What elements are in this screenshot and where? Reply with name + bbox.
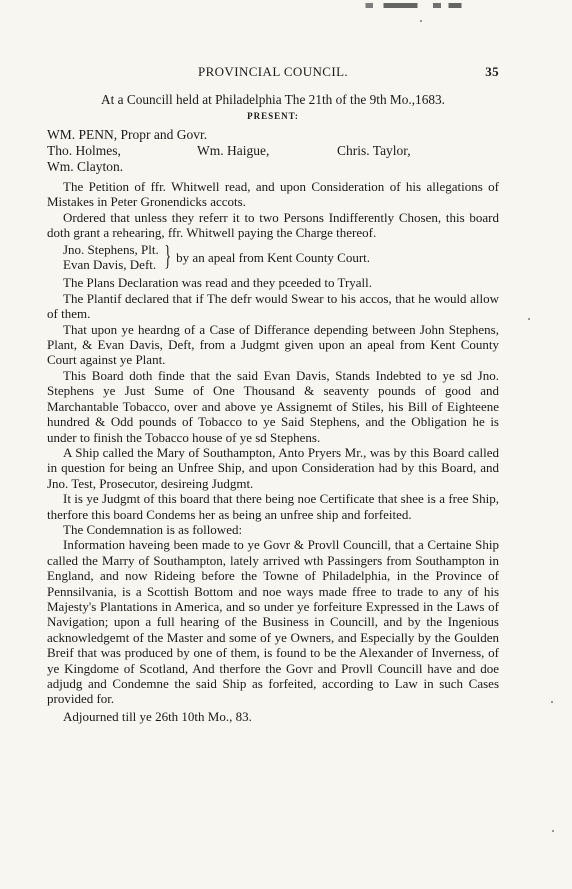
scan-artifact <box>355 3 485 8</box>
party-names <box>63 242 159 272</box>
member-name: Tho. Holmes, <box>47 142 121 158</box>
paragraph: The Plans Declaration was read and they pceeded to Tryall. <box>63 275 373 291</box>
running-head <box>47 64 499 84</box>
parties-note: by an apeal from Kent County Court. <box>176 249 371 265</box>
members-list <box>47 127 499 175</box>
paragraph: The Petition of ffr. Whitwell read, and upon Consideration of his allegations of Mistakes in Peter Gronendicks accots. <box>47 178 499 210</box>
paragraph: This Board doth finde that the said Evan Davis, Stands Indebted to ye sd Jno. Stephens ye Just Sume of One Thousand & seaventy pounds of good and Marchantable Tobacco, over and above ye Assignemt of Stiles, his Bill of Eighteene hundred & Odd pounds of Tobacco to ye Said Stephens, and the Obligation he is under to finish the Tobacco house of ye sd Stephens. <box>47 367 499 445</box>
member-name: Chris. Taylor, <box>337 142 411 158</box>
adjourned-line: Adjourned till ye 26th 10th Mo., 83. <box>63 708 252 724</box>
member-name: Wm. Haigue, <box>197 142 270 158</box>
parties-block <box>47 242 499 272</box>
paragraph: The Plantif declared that if The defr would Swear to his accos, that he would allow of them. <box>47 290 499 322</box>
member-row <box>47 143 499 159</box>
document-page <box>47 64 499 724</box>
meeting-line: At a Councill held at Philadelphia The 21th of the 9th Mo.,1683. <box>101 92 445 107</box>
paragraph: That upon ye heardng of a Case of Differance depending between John Stephens, Plant, & Evan Davis, Deft, from a Judgmt given upon an apeal from Kent County Court against ye Plant. <box>47 321 499 368</box>
page-number: 35 <box>485 64 499 79</box>
paragraph: Ordered that unless they referr it to two Persons Indifferently Chosen, this board doth grant a rehearing, ffr. Whitwell paying the Charge thereof. <box>47 209 499 241</box>
scan-speck <box>552 830 554 832</box>
brace-glyph: } <box>164 241 171 273</box>
member-row: Wm. Clayton. <box>47 158 124 174</box>
defendant-name: Evan Davis, Deft. <box>63 257 157 273</box>
member-row: WM. PENN, Propr and Govr. <box>47 126 208 142</box>
paragraph: It is ye Judgmt of this board that there being noe Certificate that shee is a free Ship, therfore this board Condems her as being an unfree ship and forfeited. <box>47 491 499 522</box>
plaintiff-name: Jno. Stephens, Plt. <box>63 242 159 258</box>
paragraph: A Ship called the Mary of Southampton, Anto Pryers Mr., was by this Board called in question for being an Unfree Ship, and upon Consideration had by this Board, and Jno. Test, Prosecutor, desireing Judgmt. <box>47 444 499 491</box>
paragraph: The Condemnation is as followed: <box>63 521 243 537</box>
present-label: PRESENT: <box>247 111 299 122</box>
running-title: PROVINCIAL COUNCIL. <box>197 64 349 79</box>
scan-speck <box>420 20 422 22</box>
body-text <box>47 92 499 724</box>
paragraph: Information haveing been made to ye Govr & Provll Councill, that a Certaine Ship called the Marry of Southampton, lately arrived wth Passingers from Southampton in England, and now Rideing before the Towne of Philadelphia, in the Province of Pennsilvania, is a Scottish Bottom and noe ways made ffree to trade to any of his Majesty's Plantations in America, and so under ye forfeiture Expressed in the Laws of Navigation; upon a full hearing of the Business in Councill, and by the Ingenious acknowledgemt of the Master and some of ye Owners, and Especially by the Goulden Breif that was produced by one of them, is found to be the Alexander of Inverness, of ye Kingdome of Scotland, And therfore the Govr and Provll Councill have and doe adjudg and Condemne the said Ship as forfeited, according to Law in such Cases provided for. <box>47 537 499 707</box>
scan-speck <box>528 318 530 320</box>
scan-speck <box>551 701 553 703</box>
